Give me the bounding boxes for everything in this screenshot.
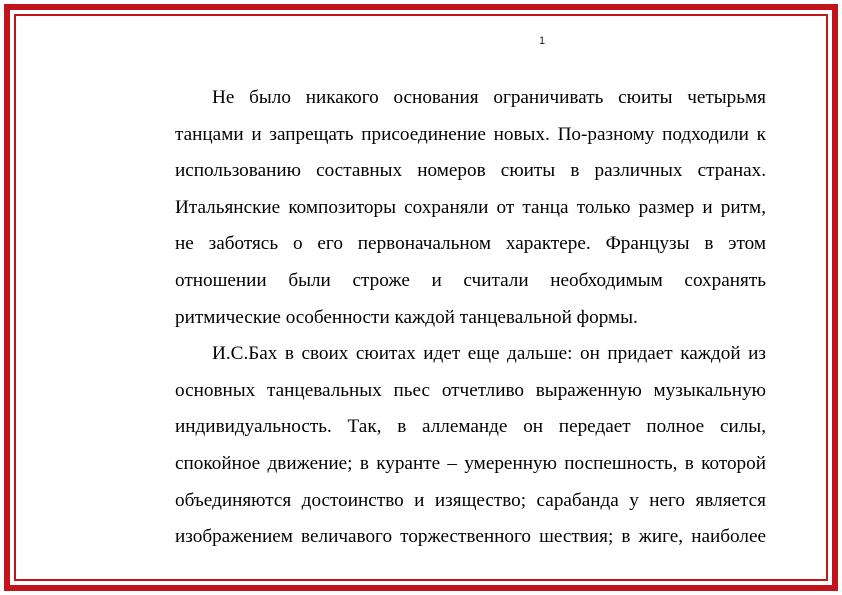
paragraph-1-line: использованию составных номеров сюиты в различных странах. (175, 160, 766, 182)
paragraph-2-line: индивидуальность. Так, в аллеманде он передает полное силы, (175, 416, 766, 438)
paragraph-2-line: объединяются достоинство и изящество; сарабанда у него является (175, 489, 766, 511)
paragraph-1-line: ритмические особенности каждой танцевальной формы. (175, 306, 638, 328)
paragraph-1-line: отношении были строже и считали необходимым сохранять (175, 269, 766, 291)
paragraph-2-line: основных танцевальных пьес отчетливо выраженную музыкальную (175, 379, 766, 401)
body-text (175, 80, 766, 556)
paragraph-1-line: не заботясь о его первоначальном характере. Французы в этом (175, 233, 766, 255)
paragraph-1-line: танцами и запрещать присоединение новых. По-разному подходили к (175, 123, 766, 145)
paragraph-2-line: изображением величавого торжественного шествия; в жиге, наиболее (175, 526, 766, 548)
paragraph-1-line: Не было никакого основания ограничивать сюиты четырьмя (212, 87, 766, 108)
page-number: 1 (538, 35, 546, 47)
paragraph-2-line: спокойное движение; в куранте – умеренную поспешность, в которой (175, 452, 766, 474)
paragraph-2-line: И.С.Бах в своих сюитах идет еще дальше: он придает каждой из (212, 343, 766, 365)
paragraph-1-line: Итальянские композиторы сохраняли от танца только размер и ритм, (175, 196, 766, 218)
